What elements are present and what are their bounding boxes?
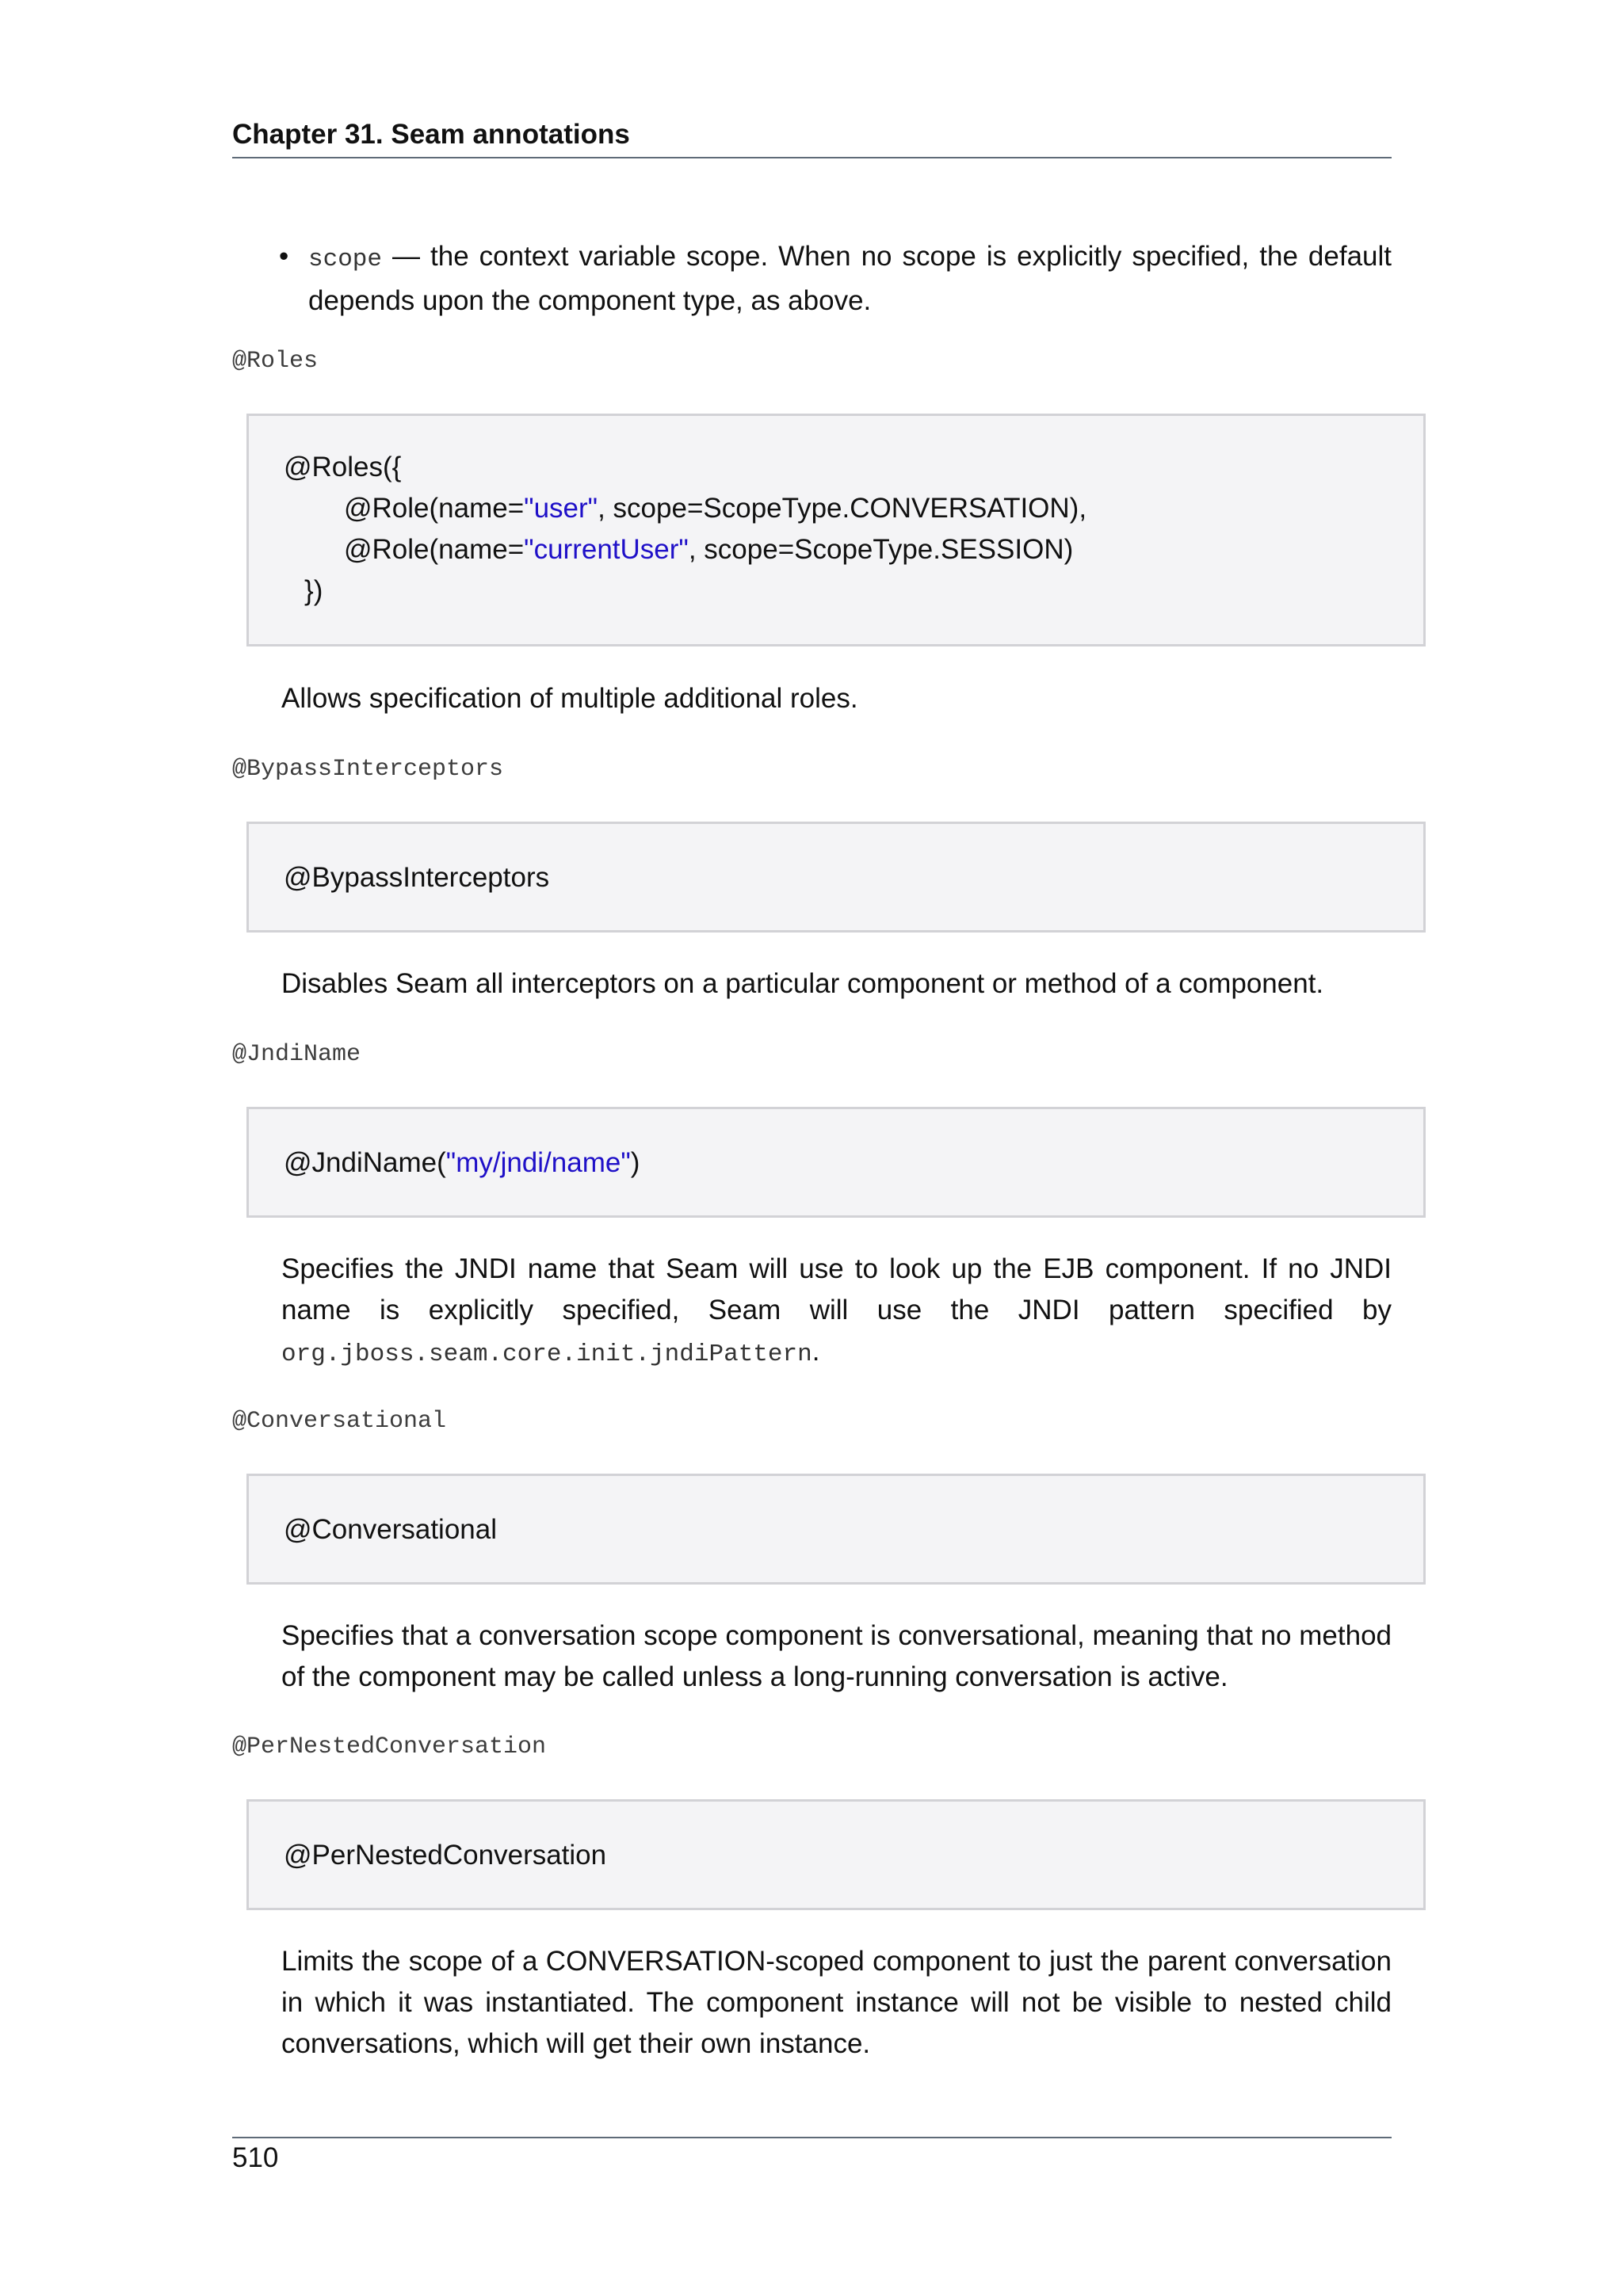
- string-literal: "user": [524, 493, 598, 524]
- scope-description: — the context variable scope. When no scope is explicitly specified, the default depends upon the component type, as above.: [308, 241, 1392, 316]
- jndi-description: Specifies the JNDI name that Seam will use to look up the EJB component. If no JNDI name is explicitly specified, Seam will use the JNDI pattern specified by org.jboss.seam.core.init.jndiPattern.: [281, 1253, 1392, 1368]
- term-bypass-interceptors: @BypassInterceptors: [232, 756, 504, 783]
- per-nested-description: Limits the scope of a CONVERSATION-scoped component to just the parent conversation in which it was instantiated. The component instance will not be visible to nested child conversations, which will get their own instance.: [281, 1946, 1392, 2059]
- scope-bullet-item: [279, 236, 1392, 322]
- string-literal: "my/jndi/name": [445, 1147, 631, 1178]
- code-line: @Role(name="user", scope=ScopeType.CONVERSATION),: [344, 493, 1087, 524]
- code-line: @BypassInterceptors: [284, 862, 550, 893]
- jndi-pattern-code: org.jboss.seam.core.init.jndiPattern: [281, 1341, 812, 1368]
- term-roles: @Roles: [232, 348, 319, 375]
- footer-rule: [232, 2137, 1392, 2138]
- roles-description: Allows specification of multiple additional roles.: [281, 683, 858, 714]
- bullet-text: [308, 236, 1392, 322]
- code-block-bypass-interceptors: [246, 822, 1426, 933]
- code-line: @Conversational: [284, 1514, 497, 1545]
- chapter-title: Chapter 31. Seam annotations: [232, 119, 630, 150]
- term-conversational: @Conversational: [232, 1408, 447, 1435]
- code-line: }): [304, 575, 323, 606]
- code-block-conversational: [246, 1474, 1426, 1585]
- term-per-nested-conversation: @PerNestedConversation: [232, 1733, 547, 1760]
- conversational-description: Specifies that a conversation scope component is conversational, meaning that no method of the component may be called unless a long-running conversation is active.: [281, 1620, 1392, 1692]
- term-jndi-name: @JndiName: [232, 1041, 361, 1068]
- code-line: @JndiName("my/jndi/name"): [284, 1147, 640, 1178]
- header-rule: [232, 157, 1392, 158]
- string-literal: "currentUser": [524, 534, 689, 565]
- code-line: @Role(name="currentUser", scope=ScopeType.SESSION): [344, 534, 1074, 565]
- code-block-roles: [246, 414, 1426, 646]
- code-block-jndi-name: [246, 1107, 1426, 1218]
- code-line: @PerNestedConversation: [284, 1840, 607, 1871]
- page-number: 510: [232, 2142, 279, 2173]
- scope-code: scope: [308, 246, 383, 273]
- code-block-per-nested-conversation: [246, 1799, 1426, 1910]
- code-line: @Roles({: [284, 452, 402, 482]
- bypass-description: Disables Seam all interceptors on a particular component or method of a component.: [281, 968, 1324, 999]
- bullet-dot: •: [279, 241, 289, 272]
